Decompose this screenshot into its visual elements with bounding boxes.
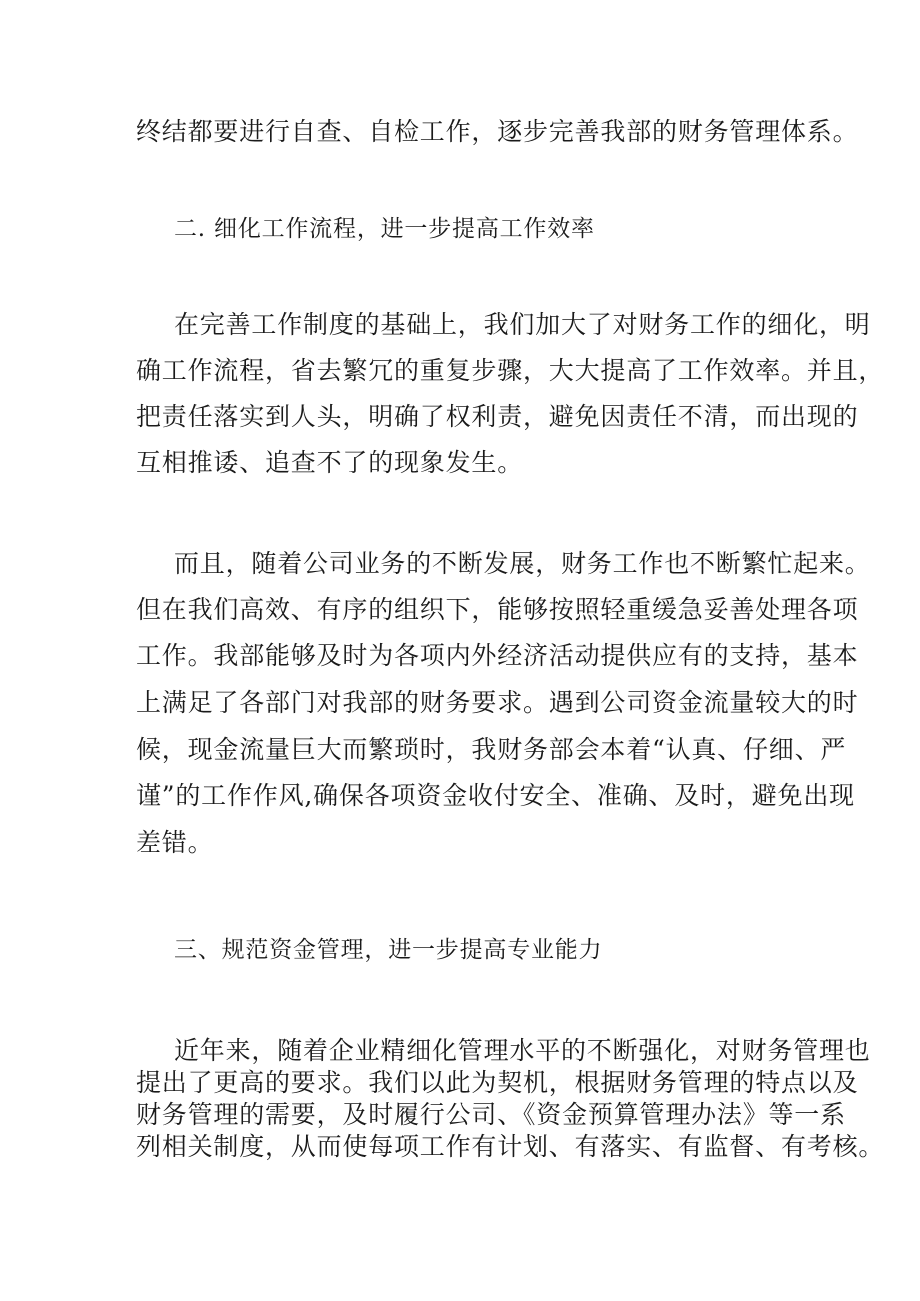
section-heading-3: 三、规范资金管理，进一步提高专业能力 bbox=[174, 937, 603, 963]
paragraph-line: 差错。 bbox=[136, 828, 214, 857]
paragraph-line: 谨”的工作作风,确保各项资金收付安全、准确、及时，避免出现 bbox=[136, 781, 855, 810]
paragraph-line: 财务管理的需要，及时履行公司、《资金预算管理办法》等一系 bbox=[136, 1100, 846, 1129]
paragraph-line: 而且，随着公司业务的不断发展，财务工作也不断繁忙起来。 bbox=[174, 549, 871, 578]
section-heading-2: 二. 细化工作流程，进一步提高工作效率 bbox=[174, 216, 595, 242]
paragraph-line: 但在我们高效、有序的组织下，能够按照轻重缓急妥善处理各项 bbox=[136, 595, 859, 624]
paragraph-line: 提出了更高的要求。我们以此为契机，根据财务管理的特点以及 bbox=[136, 1068, 859, 1097]
paragraph-line: 把责任落实到人头，明确了权利责，避免因责任不清，而出现的 bbox=[136, 402, 859, 431]
paragraph-line: 列相关制度，从而使每项工作有计划、有落实、有监督、有考核。 bbox=[136, 1132, 885, 1161]
paragraph-line: 近年来，随着企业精细化管理水平的不断强化，对财务管理也 bbox=[174, 1036, 871, 1065]
paragraph-line: 确工作流程，省去繁冗的重复步骤，大大提高了工作效率。并且， bbox=[136, 356, 885, 385]
paragraph-line: 在完善工作制度的基础上，我们加大了对财务工作的细化，明 bbox=[174, 310, 871, 339]
paragraph-line: 上满足了各部门对我部的财务要求。遇到公司资金流量较大的时 bbox=[136, 688, 859, 717]
continuation-line: 终结都要进行自查、自检工作，逐步完善我部的财务管理体系。 bbox=[136, 117, 859, 146]
paragraph-line: 互相推诿、追查不了的现象发生。 bbox=[136, 448, 524, 477]
paragraph-line: 工作。我部能够及时为各项内外经济活动提供应有的支持，基本 bbox=[136, 641, 859, 670]
paragraph-line: 候，现金流量巨大而繁琐时，我财务部会本着“认真、仔细、严 bbox=[136, 735, 847, 764]
